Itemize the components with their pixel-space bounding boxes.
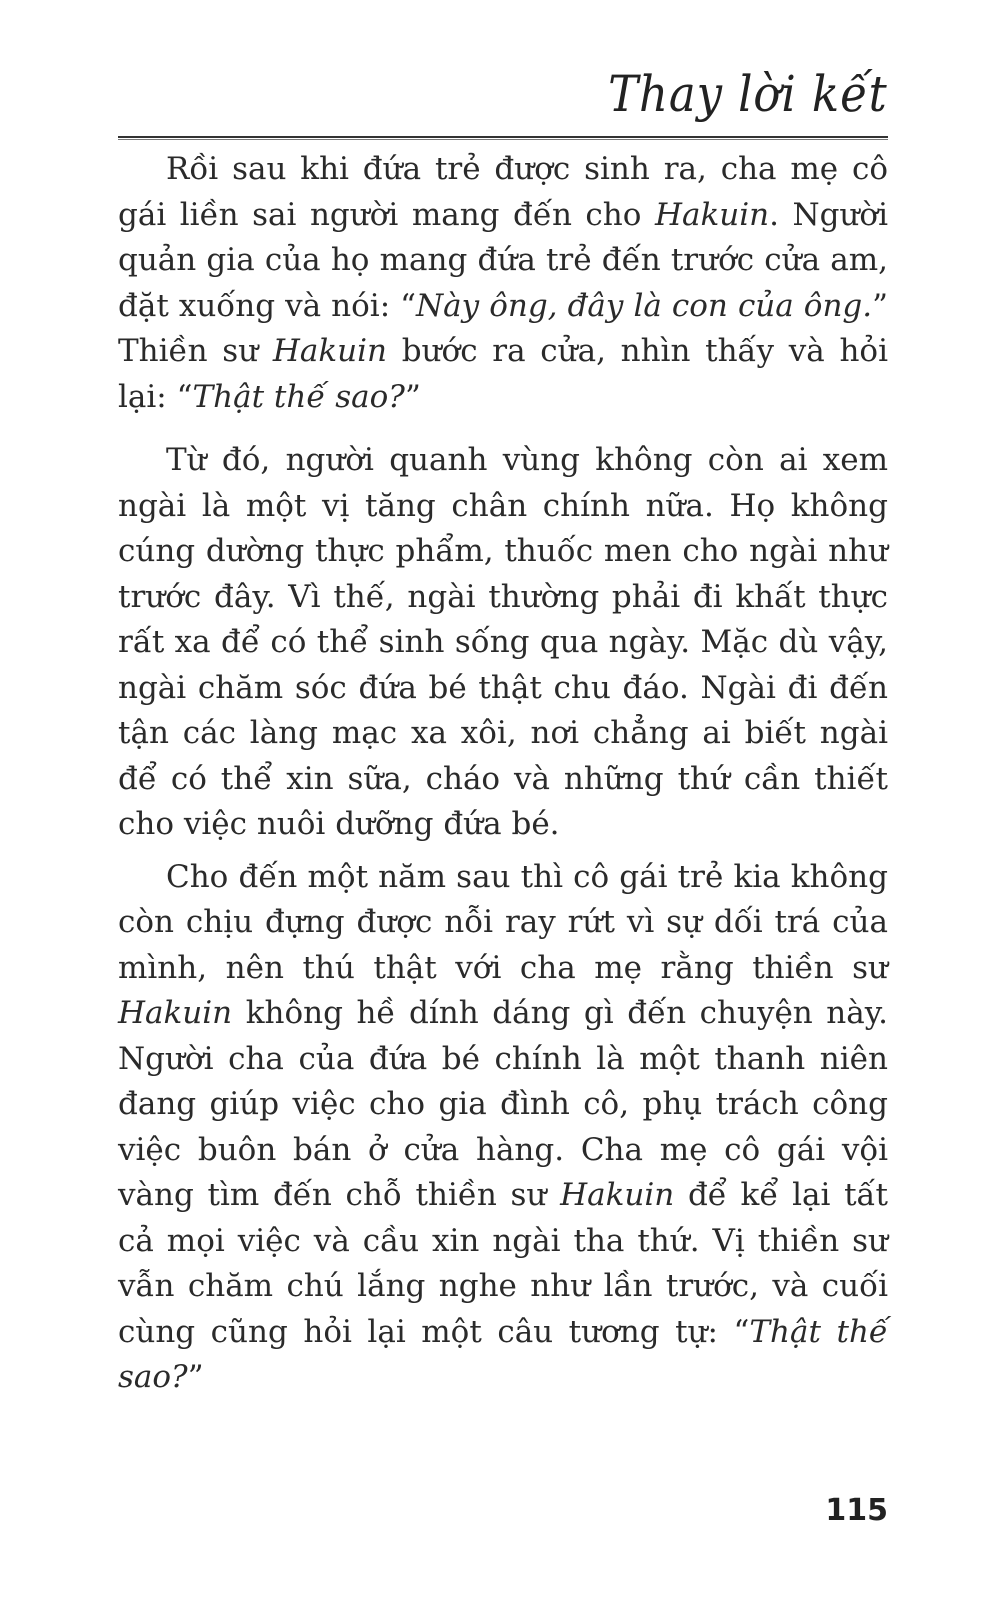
italic-run: Thật thế sao? xyxy=(118,1313,888,1395)
chapter-title: Thay lời kết xyxy=(608,65,888,123)
italic-run: Hakuin xyxy=(118,995,233,1031)
text-run: ” Thiền sư xyxy=(118,287,888,369)
text-run: Từ đó, người quanh vùng không còn ai xem ngài là một vị tăng chân chính nữa. Họ không cúng dường thực phẩm, thuốc men cho ngài như trước đây. Vì thế, ngài thường phải đi khất thực rất xa để có thể sinh sống qua ngày. Mặc dù vậy, ngài chăm sóc đứa bé thật chu đáo. Ngài đi đến tận các làng mạc xa xôi, nơi chẳng ai biết ngài để có thể xin sữa, cháo và những thứ cần thiết cho việc nuôi dưỡng đứa bé. xyxy=(118,442,888,842)
paragraph xyxy=(118,855,888,1401)
header-rule xyxy=(118,136,888,140)
text-run: ” xyxy=(187,1359,204,1395)
italic-run: Hakuin xyxy=(654,196,770,233)
paragraph xyxy=(118,147,888,420)
running-header xyxy=(118,60,888,140)
body-text xyxy=(118,147,888,1401)
text-run: để kể lại tất cả mọi việc và cầu xin ngài tha thứ. Vị thiền sư vẫn chăm chú lắng nghe như lần trước, và cuối cùng cũng hỏi lại một câu tương tự: “ xyxy=(118,1177,888,1350)
italic-run: Này ông, đây là con của ông. xyxy=(416,287,873,324)
page-number: 115 xyxy=(825,1493,888,1528)
italic-run: Thật thế sao? xyxy=(192,378,405,415)
text-run: Rồi sau khi đứa trẻ được sinh ra, cha mẹ cô gái liền sai người mang đến cho xyxy=(118,151,888,233)
text-run: Cho đến một năm sau thì cô gái trẻ kia không còn chịu đựng được nỗi ray rứt vì sự dối trá của mình, nên thú thật với cha mẹ rằng thiền sư xyxy=(118,858,888,986)
text-run: không hề dính dáng gì đến chuyện này. Người cha của đứa bé chính là một thanh niên đang giúp việc cho gia đình cô, phụ trách công việc buôn bán ở cửa hàng. Cha mẹ cô gái vội vàng tìm đến chỗ thiền sư xyxy=(118,995,888,1213)
paragraph xyxy=(118,438,888,848)
text-run: bước ra cửa, nhìn thấy và hỏi lại: “ xyxy=(118,333,888,415)
text-run: . Người quản gia của họ mang đứa trẻ đến trước cửa am, đặt xuống và nói: “ xyxy=(118,196,888,324)
text-run: ” xyxy=(404,378,421,415)
italic-run: Hakuin xyxy=(560,1177,675,1213)
italic-run: Hakuin xyxy=(272,333,388,369)
